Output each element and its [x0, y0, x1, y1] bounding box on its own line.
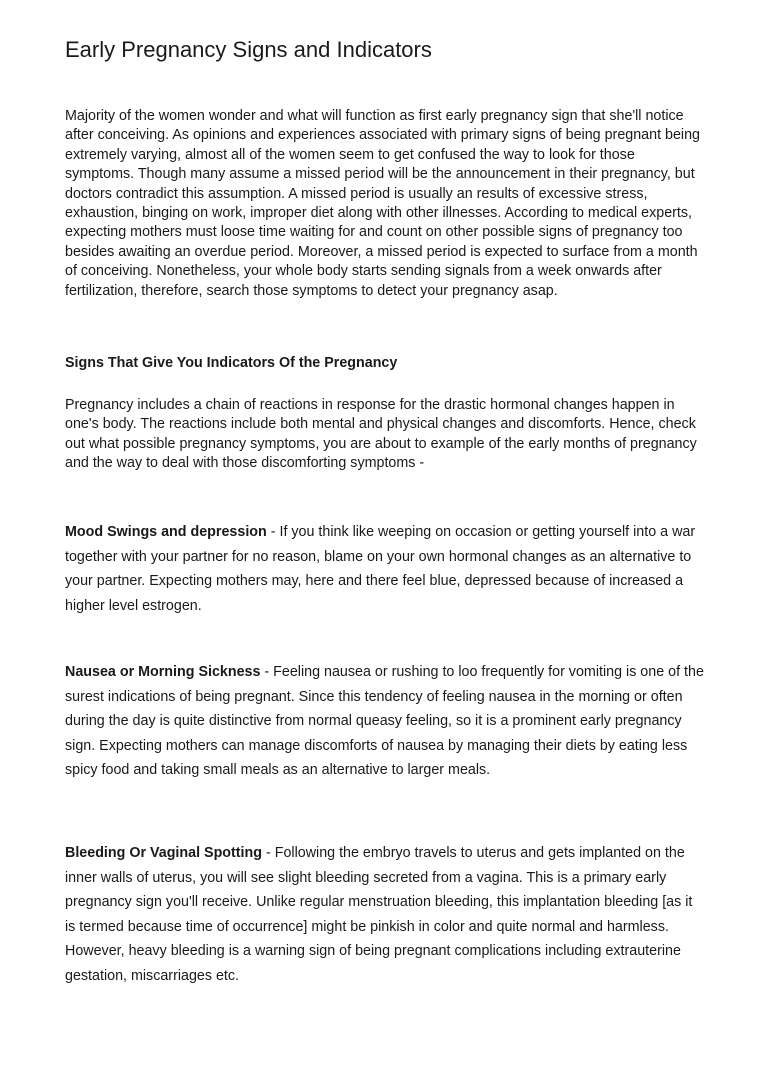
- sign-description: - If you think like weeping on occasion or getting yourself into a war together with your partner for no reason, blame on your own hormonal changes as an alternative to your partner. Expecting mothers may, here and there feel blue, depressed because of increased a higher level estrogen.: [65, 524, 696, 614]
- sign-title: Mood Swings and depression: [65, 524, 267, 540]
- sign-title: Nausea or Morning Sickness: [65, 664, 261, 680]
- page-title: Early Pregnancy Signs and Indicators: [65, 37, 432, 62]
- intro-paragraph: Majority of the women wonder and what will function as first early pregnancy sign that she'll notice after conceiving. As opinions and experiences associated with primary signs of being pregnant being extremely varying, almost all of the women seem to get confused the way to look for those symptoms. Though many assume a missed period will be the announcement in their pregnancy, but doctors contradict this assumption. A missed period is usually an results of excessive stress, exhaustion, binging on work, improper diet along with other illnesses. According to medical experts, expecting mothers must loose time waiting for and count on other possible signs of pregnancy too besides awaiting an overdue period. Moreover, a missed period is expected to surface from a month of conceiving. Nonetheless, your whole body starts sending signals from a week onwards after fertilization, therefore, search those symptoms to detect your pregnancy asap.: [65, 108, 701, 299]
- sign-title: Bleeding Or Vaginal Spotting: [65, 845, 262, 861]
- sign-description: - Following the embryo travels to uterus and gets implanted on the inner walls of uterus, you will see slight bleeding secreted from a vagina. This is a primary early pregnancy sign you'll receive. Unlike regular menstruation bleeding, this implantation bleeding [as it is termed because time of occurrence] might be pinkish in color and quite normal and harmless. However, heavy bleeding is a warning sign of being pregnant complications including extrauterine gestation, miscarriages etc.: [65, 845, 693, 984]
- sign-paragraph-nausea: [65, 660, 705, 783]
- sign-paragraph-bleeding: [65, 841, 705, 988]
- section-heading: Signs That Give You Indicators Of the Pregnancy: [65, 355, 398, 371]
- sign-description: - Feeling nausea or rushing to loo frequently for vomiting is one of the surest indications of being pregnant. Since this tendency of feeling nausea in the morning or often during the day is quite distinctive from normal queasy feeling, so it is a prominent early pregnancy sign. Expecting mothers can manage discomforts of nausea by managing their diets by eating less spicy food and taking small meals as an alternative to larger meals.: [65, 664, 704, 778]
- section-intro-paragraph: Pregnancy includes a chain of reactions in response for the drastic hormonal changes happen in one's body. The reactions include both mental and physical changes and discomforts. Hence, check out what possible pregnancy symptoms, you are about to example of the early months of pregnancy and the way to deal with those discomforting symptoms -: [65, 397, 697, 472]
- sign-paragraph-mood-swings: [65, 520, 705, 618]
